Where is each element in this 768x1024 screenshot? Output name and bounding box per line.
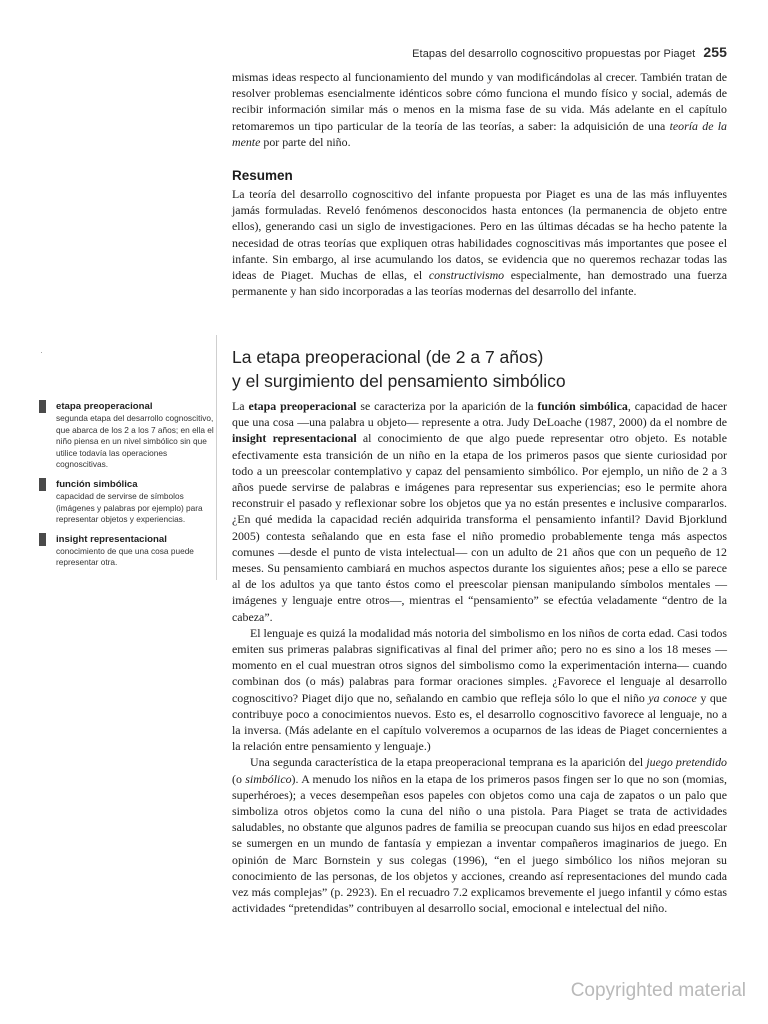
- glossary-term: función simbólica: [56, 478, 138, 490]
- resumen-paragraph: [232, 186, 727, 299]
- resumen-italic: constructivismo: [428, 268, 505, 283]
- p3-text: ). A menudo los niños en la etapa de los primeros pasos fingen ser lo que no son (momias, superhéroes); a veces desempeñan esos papeles con objetos como una caja de zapatos o un palo que simboliza otros objetos como la cuna del niño o una pistola. Para Piaget se trata de actividades saludables, no obstante que algunos padres de familia se preocupan cuando sus hijos en edad preescolar se sumergen en un mundo de fantasía y empiezan a inventar compañeros imaginarios de juego. En opinión de Marc Bornstein y sus colegas (1996), “en el juego simbólico los niños mejoran su conocimiento de las personas, de los objetos y acciones, creando así representaciones del mundo cada vez más complejas” (p. 2923). En el recuadro 7.2 explicamos brevemente el juego infantil y cómo estas actividades “pretendidas” contribuyen al desarrollo social, emocional e intelectual del niño.: [232, 771, 727, 916]
- running-head: [232, 44, 727, 60]
- glossary-definition: capacidad de servirse de símbolos (imágenes y palabras por ejemplo) para representar objetos y experiencias.: [56, 490, 203, 525]
- glossary-marker-icon: [39, 478, 46, 491]
- glossary-marker-icon: [39, 400, 46, 413]
- section-title: [232, 345, 727, 393]
- term-symbolic-function: función simbólica: [537, 399, 628, 413]
- p1-text: se caracteriza por la aparición de la: [356, 399, 538, 413]
- glossary-entry: [38, 478, 216, 526]
- p2-text: y que contribuye poco a conocimientos nuevos. Esto es, el desarrollo cognoscitivo favorece al lenguaje, no a la inversa. (Más adelante en el capítulo volveremos a ocuparnos de las ideas de Piaget concernientes a la relación entre pensamiento y lenguaje.): [232, 690, 727, 754]
- paragraph-3: [232, 754, 727, 916]
- resumen-text: La teoría del desarrollo cognoscitivo del infante propuesta por Piaget es una de las más influyentes jamás formuladas. Reveló fenómenos desconocidos hasta entonces (la permanencia de objeto entre ellos), generando casi un siglo de investigaciones. Pero en las últimas décadas se ha hecho patente la necesidad de otras teorías que expliquen otras habilidades cognoscitivas más importantes que posee el infante. Sin embargo, al irse acumulando los datos, se evidencia que no queremos rechazar todas las ideas de Piaget. Muchas de ellas, el: [232, 187, 727, 283]
- margin-divider: [216, 335, 217, 580]
- intro-paragraph: [232, 69, 727, 150]
- glossary-term: etapa preoperacional: [56, 401, 153, 412]
- p3-text: Una segunda característica de la etapa preoperacional temprana es la aparición del: [250, 755, 647, 770]
- intro-text-end: por parte del niño.: [260, 134, 351, 149]
- resumen-title: Resumen: [232, 168, 293, 183]
- term-preoperational: etapa preoperacional: [248, 399, 357, 413]
- page-number: 255: [703, 44, 727, 60]
- body-text: [232, 398, 727, 917]
- p1-text: al conocimiento de que algo puede representar otro objeto. Es notable efectivamente esta transición de un niño en la etapa de los primeros pasos que siente curiosidad por todo a un preescolar contemplativo y capaz del pensamiento simbólico. Por ejemplo, un niño de 2 a 3 años puede servirse de palabras e imágenes para representar sus experiencias; eso le permite ahora reconstruir el pasado y reflexionar sobre los objetos que ya no están presentes e inclusive compararlos. ¿En qué medida la capacidad recién adquirida transforma el pensamiento infantil? David Bjorklund 2005) contesta señalando que en esta fase el niño promedio probablemente tenga más aspectos comunes —desde el punto de vista intelectual— con un adulto de 21 años que con un pequeño de 12 meses. Su pensamiento cambiará en muchos aspectos durante los siguientes años; pese a ello se parece al de los adultos ya que tanto éstos como el preescolar piensan manipulando símbolos mentales —imágenes y lenguaje entre otros—, mientras el “pensamiento” se efectúa veladamente “dentro de la cabeza”.: [232, 431, 727, 624]
- margin-tick-mark: ·: [40, 347, 43, 357]
- p2-text: El lenguaje es quizá la modalidad más notoria del simbolismo en los niños de corta edad. Casi todos emiten sus primeras palabras significativas al final del primer año; pero no es sino a los 18 meses —momento en el cual muestran otros signos del simbolismo como la experimentación interna— cuando combinan dos (o más) palabras para formar oraciones simples. ¿Favorece el lenguaje al desarrollo cognoscitivo? Piaget dijo que no, señalando en cambio que refleja sólo lo que el niño: [232, 625, 727, 705]
- p1-text: La: [232, 399, 249, 413]
- glossary-entry: [38, 533, 216, 569]
- glossary-marker-icon: [39, 533, 46, 546]
- copyright-watermark: Copyrighted material: [570, 980, 746, 1001]
- section-title-line1: La etapa preoperacional (de 2 a 7 años): [232, 347, 544, 367]
- p2-italic: ya conoce: [648, 690, 697, 705]
- resumen-text-end: especialmente, han demostrado una fuerza permanente y han sido incorporadas a las teorías modernas del desarrollo del infante.: [232, 268, 727, 299]
- p3-italic: juego pretendido: [646, 755, 727, 770]
- glossary-definition: conocimiento de que una cosa puede representar otra.: [56, 545, 194, 568]
- intro-italic: teoría de la mente: [232, 118, 727, 149]
- running-title: Etapas del desarrollo cognoscitivo propuestas por Piaget: [412, 48, 696, 60]
- p3-italic: simbólico: [245, 771, 292, 786]
- glossary-definition: segunda etapa del desarrollo cognoscitivo, que abarca de los 2 a los 7 años; en ella el niño piensa en un nivel simbólico sin que utilice todavía las operaciones cognoscitivas.: [56, 413, 214, 470]
- section-title-line2: y el surgimiento del pensamiento simbólico: [232, 371, 566, 391]
- intro-text: mismas ideas respecto al funcionamiento del mundo y van modificándolas al crecer. También tratan de resolver problemas esencialmente idénticos sobre cómo funciona el mundo físico y social, además de recibir información similar más o menos en la misma fase de su vida. Más adelante en el capítulo retomaremos un tipo particular de la teoría de las teorías, a saber: la adquisición de una: [232, 70, 727, 133]
- term-representational-insight: insight representacional: [232, 431, 357, 446]
- p3-text: (o: [232, 771, 246, 786]
- paragraph-2: [232, 625, 727, 755]
- glossary-sidebar: [38, 400, 216, 576]
- glossary-term: insight representacional: [56, 533, 167, 545]
- glossary-entry: [38, 400, 216, 471]
- paragraph-1: [232, 398, 727, 625]
- p1-text: , capacidad de hacer que una cosa —una palabra u objeto— represente a otra. Judy DeLoache (1987, 2000) da el nombre de: [232, 399, 727, 430]
